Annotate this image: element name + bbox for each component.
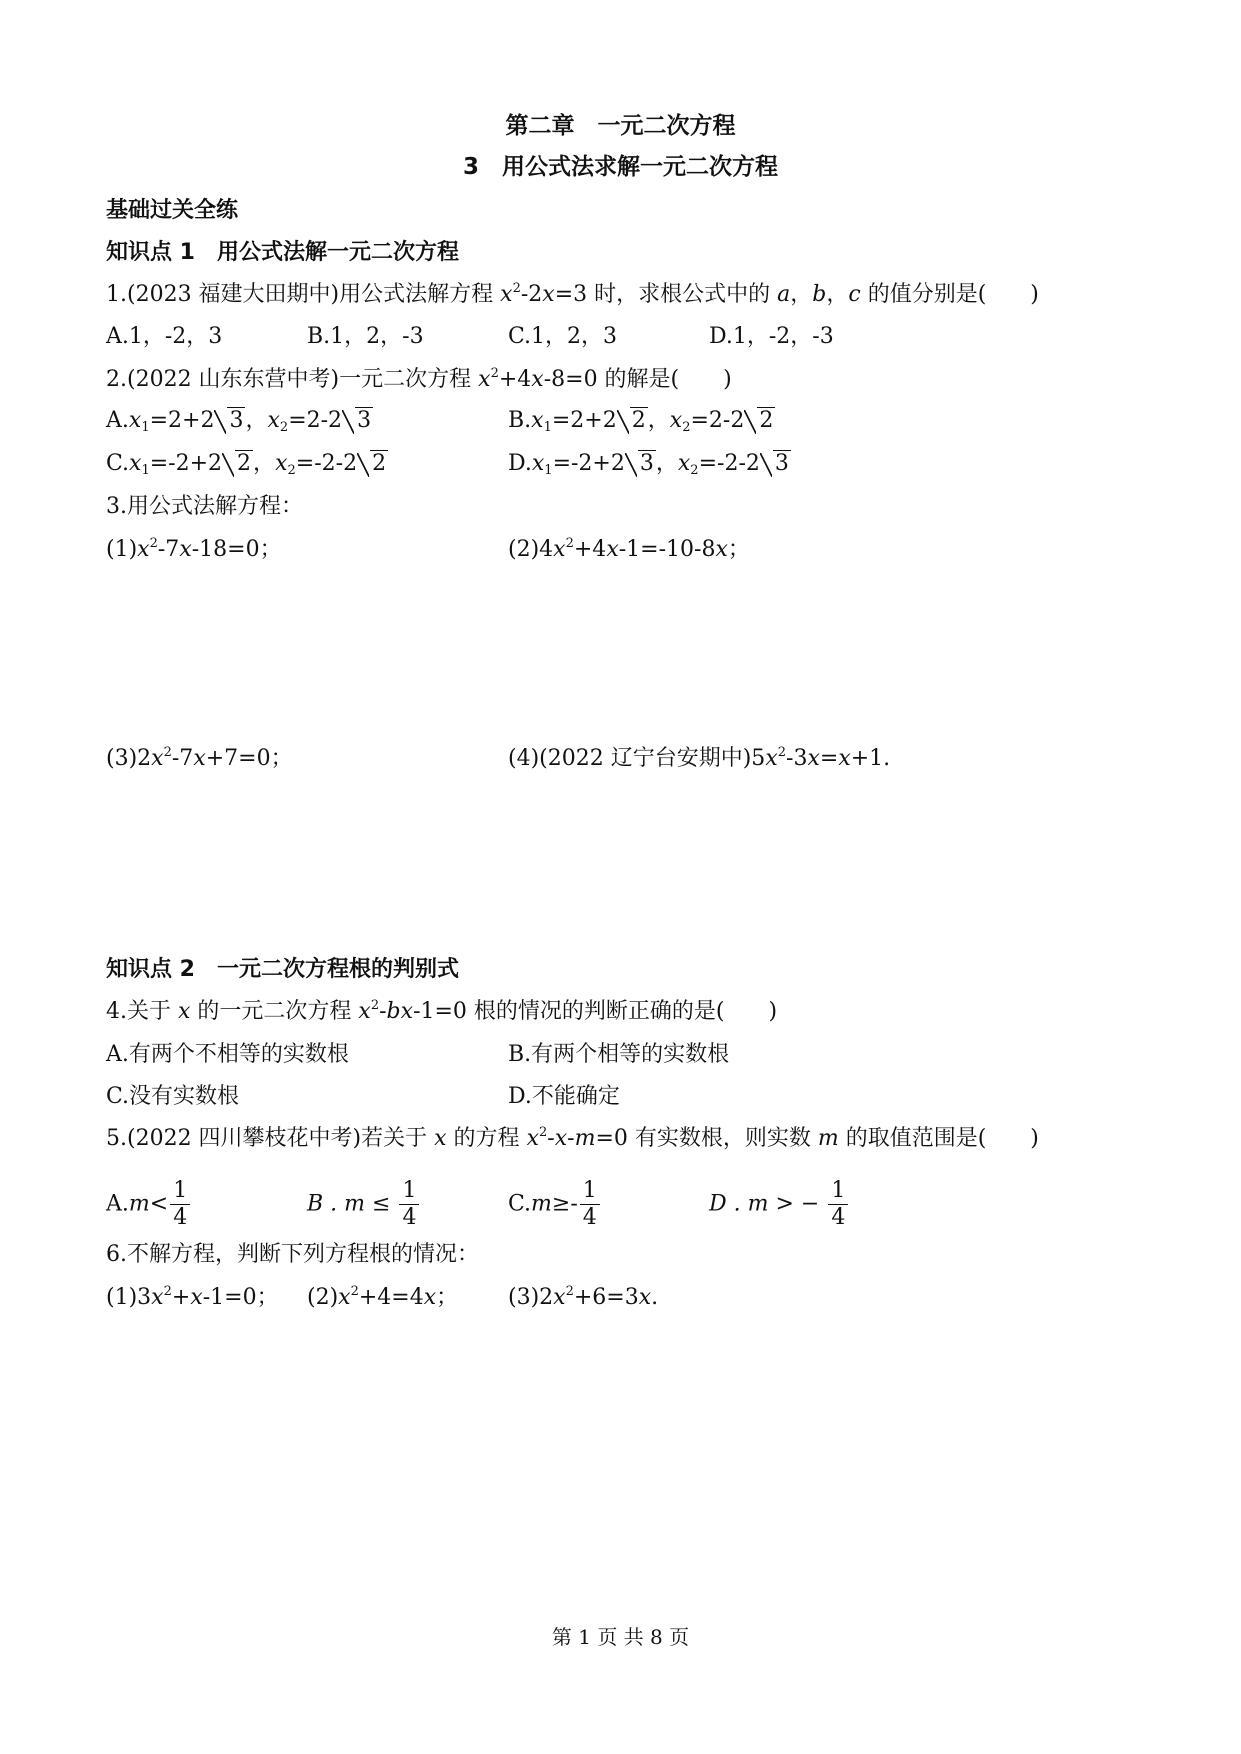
- question-6-stem: 6.不解方程，判断下列方程根的情况：: [106, 1242, 479, 1267]
- question-3-part-2: $(2)4x^2+4x-1=-10-8x$；: [508, 536, 750, 562]
- basic-practice-heading: 基础过关全练: [106, 198, 239, 223]
- question-1-option-b: B.1，2，-3: [307, 324, 424, 349]
- sqrt-symbol: 3: [760, 449, 791, 479]
- question-3-part-1: $(1)x^2-7x-18=0$；: [106, 536, 282, 562]
- question-4-option-d: D.不能确定: [508, 1084, 620, 1109]
- sqrt-symbol: 2: [222, 449, 253, 479]
- sqrt-symbol: 3: [625, 449, 656, 479]
- question-3-part-3: $(3)2x^2-7x+7=0$；: [106, 745, 293, 771]
- question-6-part-2: $(2)x^2+4=4x$；: [307, 1284, 459, 1310]
- question-2-option-c: $C.x_1=-2+2$ 2，$x_2=-2-2$ 2: [106, 451, 387, 478]
- fraction: $\frac{1}{4}$: [580, 1178, 600, 1231]
- question-4-option-b: B.有两个相等的实数根: [508, 1042, 730, 1067]
- fraction: $\frac{1}{4}$: [399, 1178, 419, 1231]
- section-title: 3 用公式法求解一元二次方程: [462, 154, 778, 180]
- question-3-part-4: (4)(2022 辽宁台安期中)$5x^2-3x=x+1$.: [508, 745, 891, 771]
- question-2-option-b: $B.x_1=2+2$ 2，$x_2=2-2$ 2: [508, 408, 774, 435]
- sqrt-symbol: 3: [342, 406, 373, 436]
- question-4-option-c: C.没有实数根: [106, 1084, 240, 1109]
- knowledge-point-2-heading: 知识点 2 一元二次方程根的判别式: [106, 957, 459, 982]
- question-3-stem: 3.用公式法解方程：: [106, 494, 303, 519]
- question-1-stem: 1.(2023 福建大田期中)用公式法解方程 $x^2-2x=3$ 时，求根公式中的 a，b，c 的值分别是( ): [106, 281, 1039, 307]
- page-footer: 第 1 页 共 8 页: [551, 1625, 690, 1649]
- question-2-stem: 2.(2022 山东东营中考)一元二次方程 $x^2+4x-8=0$ 的解是( ): [106, 366, 732, 392]
- knowledge-point-1-heading: 知识点 1 用公式法解一元二次方程: [106, 240, 459, 265]
- question-4-option-a: A.有两个不相等的实数根: [106, 1042, 349, 1067]
- question-1-option-d: D.1，-2，-3: [709, 324, 834, 349]
- question-5-option-a: A.m< $\frac{1}{4}$: [106, 1178, 192, 1231]
- chapter-title: 第二章 一元二次方程: [505, 113, 736, 139]
- question-6-part-3: $(3)2x^2+6=3x$.: [508, 1284, 659, 1310]
- sqrt-symbol: 3: [214, 406, 245, 436]
- sqrt-symbol: 2: [357, 449, 388, 479]
- question-4-stem: 4.关于 x 的一元二次方程 $x^2-bx-1=0$ 根的情况的判断正确的是( ): [106, 998, 778, 1024]
- question-1-option-a: A.1，-2，3: [106, 324, 223, 349]
- sqrt-symbol: 2: [744, 406, 775, 436]
- question-6-part-1: $(1)3x^2+x-1=0$；: [106, 1284, 279, 1310]
- question-2-option-a: $A.x_1=2+2$ 3，$x_2=2-2$ 3: [106, 408, 372, 435]
- question-5-option-b: B . m ≤ $\frac{1}{4}$: [307, 1178, 421, 1231]
- sqrt-symbol: 2: [617, 406, 648, 436]
- question-5-option-d: D . m > − $\frac{1}{4}$: [709, 1178, 850, 1231]
- question-1-option-c: C.1，2，3: [508, 324, 618, 349]
- question-5-stem: 5.(2022 四川攀枝花中考)若关于 x 的方程 $x^2-x-m=0$ 有实数根，则实数 m 的取值范围是( ): [106, 1125, 1039, 1151]
- fraction: $\frac{1}{4}$: [828, 1178, 848, 1231]
- question-5-option-c: C.m≥- $\frac{1}{4}$: [508, 1178, 602, 1231]
- question-2-option-d: $D.x_1=-2+2$ 3，$x_2=-2-2$ 3: [508, 451, 789, 478]
- fraction: $\frac{1}{4}$: [170, 1178, 190, 1231]
